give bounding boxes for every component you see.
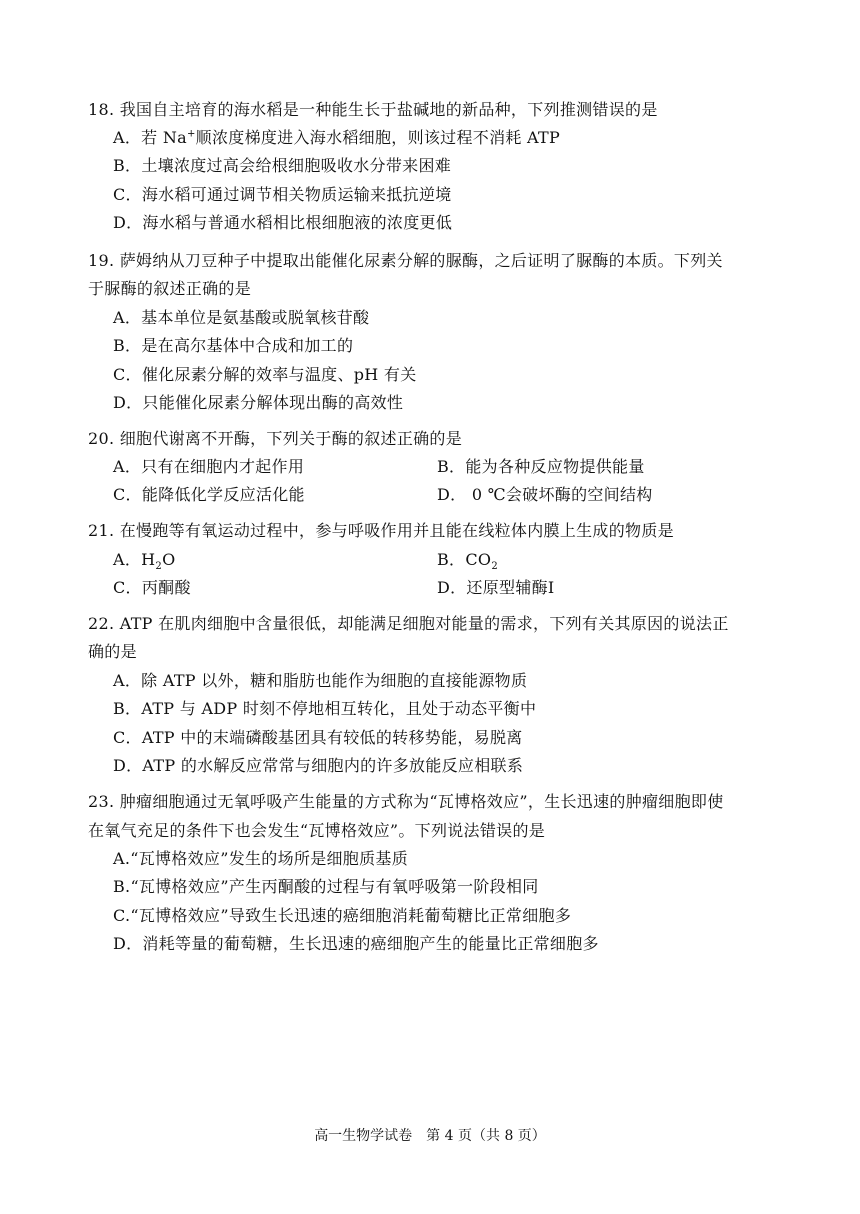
question-23-stem-line-1: 23. 肿瘤细胞通过无氧呼吸产生能量的方式称为“瓦博格效应”，生长迅速的肿瘤细胞即使 (88, 792, 724, 811)
question-19-option-c: C．催化尿素分解的效率与温度、pH 有关 (113, 365, 417, 384)
question-18-option-d: D．海水稻与普通水稻相比根细胞液的浓度更低 (113, 213, 453, 232)
question-23-option-b: B.“瓦博格效应”产生丙酮酸的过程与有氧呼吸第一阶段相同 (113, 877, 539, 896)
question-21-stem: 21. 在慢跑等有氧运动过程中，参与呼吸作用并且能在线粒体内膜上生成的物质是 (88, 521, 674, 540)
question-22-option-a: A．除 ATP 以外，糖和脂肪也能作为细胞的直接能源物质 (113, 671, 528, 690)
question-19-option-a: A．基本单位是氨基酸或脱氧核苷酸 (113, 308, 370, 327)
question-19-stem-line-2: 于脲酶的叙述正确的是 (88, 279, 252, 298)
question-23-option-d: D．消耗等量的葡萄糖，生长迅速的癌细胞产生的能量比正常细胞多 (113, 934, 599, 953)
question-18-option-c: C．海水稻可通过调节相关物质运输来抵抗逆境 (113, 185, 452, 204)
question-18-stem: 18. 我国自主培育的海水稻是一种能生长于盐碱地的新品种，下列推测错误的是 (88, 100, 658, 119)
question-18-option-b: B．土壤浓度过高会给根细胞吸收水分带来困难 (113, 156, 452, 175)
question-19-option-d: D．只能催化尿素分解体现出酶的高效性 (113, 393, 404, 412)
question-20-stem: 20. 细胞代谢离不开酶，下列关于酶的叙述正确的是 (88, 429, 463, 448)
question-21-option-b: B．$CO_2$ (437, 550, 498, 573)
question-21-option-d: D．还原型辅酶Ⅰ (437, 578, 555, 597)
question-22-stem-line-1: 22. ATP 在肌肉细胞中含量很低，却能满足细胞对能量的需求，下列有关其原因的说法正 (88, 614, 729, 633)
question-20-option-a: A．只有在细胞内才起作用 (113, 457, 305, 476)
question-19-option-b: B．是在高尔基体中合成和加工的 (113, 336, 354, 355)
question-20-option-b: B．能为各种反应物提供能量 (437, 457, 645, 476)
question-23-option-c: C.“瓦博格效应”导致生长迅速的癌细胞消耗葡萄糖比正常细胞多 (113, 906, 572, 925)
question-22-option-d: D．ATP 的水解反应常常与细胞内的许多放能反应相联系 (113, 756, 524, 775)
question-21-option-a: A．$H_2O$ (113, 550, 176, 573)
question-19-stem-line-1: 19. 萨姆纳从刀豆种子中提取出能催化尿素分解的脲酶，之后证明了脲酶的本质。下列关 (88, 251, 723, 270)
page-footer: 高一生物学试卷 第 4 页（共 8 页） (314, 1128, 546, 1144)
question-20-option-c: C．能降低化学反应活化能 (113, 485, 305, 504)
question-20-option-d: D． 0 ℃会破坏酶的空间结构 (437, 485, 653, 504)
question-22-option-c: C．ATP 中的末端磷酸基团具有较低的转移势能，易脱离 (113, 728, 523, 747)
question-21-option-c: C．丙酮酸 (113, 578, 191, 597)
question-22-option-b: B．ATP 与 ADP 时刻不停地相互转化，且处于动态平衡中 (113, 699, 537, 718)
question-18-option-a: A．若 Na+顺浓度梯度进入海水稻细胞，则该过程不消耗 ATP (113, 128, 561, 147)
question-23-stem-line-2: 在氧气充足的条件下也会发生“瓦博格效应”。下列说法错误的是 (88, 821, 546, 840)
question-22-stem-line-2: 确的是 (88, 642, 137, 661)
question-23-option-a: A.“瓦博格效应”发生的场所是细胞质基质 (113, 849, 409, 868)
